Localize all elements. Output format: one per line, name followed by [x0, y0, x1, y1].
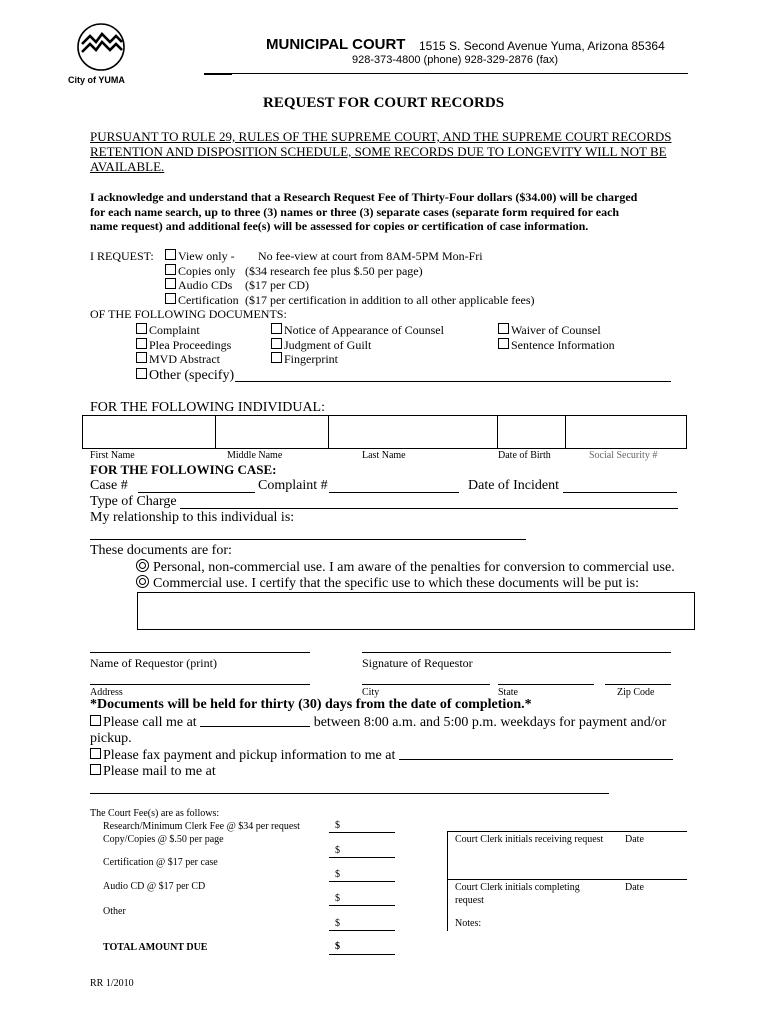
held-notice: *Documents will be held for thirty (30) days from the date of completion.* [90, 697, 532, 712]
requestor-signature-input[interactable] [362, 652, 671, 653]
dollar-sign: $ [335, 869, 340, 880]
requestor-name-input[interactable] [90, 652, 310, 653]
city-label-field: City [362, 687, 380, 698]
checkbox[interactable] [165, 278, 176, 289]
clerk-receiving-line[interactable] [447, 831, 687, 832]
relationship-input[interactable] [90, 539, 526, 540]
case-number-input[interactable] [138, 492, 255, 493]
notice-line-2: RETENTION AND DISPOSITION SCHEDULE, SOME RECORDS DUE TO LONGEVITY WILL NOT BE [90, 144, 667, 159]
requestor-name-label: Name of Requestor (print) [90, 656, 217, 670]
acknowledge-line-1: I acknowledge and understand that a Research Request Fee of Thirty-Four dollars ($34.00) will be charged [90, 190, 638, 204]
col-date-of-birth: Date of Birth [498, 450, 551, 461]
fee-other-amount[interactable] [329, 930, 395, 931]
fee-copies-amount[interactable] [329, 857, 395, 858]
col-last-name: Last Name [362, 450, 406, 461]
dollar-sign: $ [335, 845, 340, 856]
fee-certification-amount[interactable] [329, 881, 395, 882]
doc-other[interactable]: Other (specify) [136, 368, 234, 384]
dollar-sign: $ [335, 918, 340, 929]
clerk-completing-label-2: request [455, 895, 484, 906]
col-first-name: First Name [90, 450, 135, 461]
checkbox[interactable] [271, 323, 282, 334]
fees-intro: The Court Fee(s) are as follows: [90, 808, 220, 819]
form-code: RR 1/2010 [90, 978, 134, 989]
request-view-only-desc: No fee-view at court from 8AM-5PM Mon-Fri [258, 249, 483, 263]
total-amount-label: TOTAL AMOUNT DUE [103, 942, 208, 953]
doc-mvd-abstract[interactable]: MVD Abstract [136, 352, 220, 367]
header-rule [232, 73, 688, 74]
fee-research-amount[interactable] [329, 832, 395, 833]
notice-line-1: PURSUANT TO RULE 29, RULES OF THE SUPREME COURT, AND THE SUPREME COURT RECORDS [90, 129, 672, 144]
doc-waiver-of-counsel[interactable]: Waiver of Counsel [498, 323, 601, 338]
city-of-yuma-logo [74, 22, 130, 74]
total-amount-input[interactable] [329, 954, 395, 955]
request-copies-only[interactable]: Copies only [165, 264, 236, 279]
case-number-label: Case # [90, 478, 128, 493]
checkbox[interactable] [136, 323, 147, 334]
social-security-field[interactable] [566, 416, 685, 447]
doc-complaint[interactable]: Complaint [136, 323, 200, 338]
use-label: These documents are for: [90, 543, 232, 558]
court-phone-fax: 928-373-4800 (phone) 928-329-2876 (fax) [352, 54, 559, 66]
page-title: REQUEST FOR COURT RECORDS [263, 95, 505, 111]
individual-label: FOR THE FOLLOWING INDIVIDUAL: [90, 400, 325, 415]
fee-audio-amount[interactable] [329, 905, 395, 906]
date-of-birth-field[interactable] [498, 416, 565, 447]
col-social-security: Social Security # [589, 450, 658, 461]
notes-label: Notes: [455, 918, 482, 929]
checkbox[interactable] [90, 715, 101, 726]
acknowledge-line-2: for each name search, up to three (3) names or three (3) separate cases (separate form required for each [90, 205, 620, 219]
notice-line-3: AVAILABLE. [90, 159, 165, 174]
type-of-charge-label: Type of Charge [90, 494, 177, 509]
complaint-number-input[interactable] [329, 492, 459, 493]
fee-copies: Copy/Copies @ $.50 per page [103, 834, 224, 845]
date-of-incident-label: Date of Incident [468, 478, 559, 493]
commercial-use-textarea[interactable] [137, 592, 695, 630]
relationship-label: My relationship to this individual is: [90, 510, 295, 525]
first-name-field[interactable] [83, 416, 214, 447]
type-of-charge-input[interactable] [180, 508, 678, 509]
clerk-completing-date-label: Date [625, 882, 644, 893]
address-label: Address [90, 687, 123, 698]
zip-input[interactable] [605, 684, 671, 685]
radio-button[interactable] [136, 575, 149, 588]
documents-label: OF THE FOLLOWING DOCUMENTS: [90, 307, 287, 321]
checkbox[interactable] [90, 748, 101, 759]
dollar-sign: $ [335, 941, 340, 952]
call-phone-input[interactable] [200, 714, 310, 727]
commercial-use-option[interactable]: Commercial use. I certify that the specific use to which these documents will be put is: [136, 575, 639, 592]
middle-name-field[interactable] [216, 416, 328, 447]
dollar-sign: $ [335, 820, 340, 831]
court-name: MUNICIPAL COURT [266, 36, 406, 53]
col-middle-name: Middle Name [227, 450, 283, 461]
contact-call-pickup: pickup. [90, 731, 132, 746]
checkbox[interactable] [165, 293, 176, 304]
checkbox[interactable] [271, 352, 282, 363]
address-input[interactable] [90, 684, 310, 685]
checkbox[interactable] [165, 249, 176, 260]
dollar-sign: $ [335, 893, 340, 904]
request-label: I REQUEST: [90, 249, 154, 263]
radio-button[interactable] [136, 559, 149, 572]
request-copies-desc: ($34 research fee plus $.50 per page) [245, 264, 423, 278]
doc-judgment-of-guilt[interactable]: Judgment of Guilt [271, 338, 371, 353]
checkbox[interactable] [498, 323, 509, 334]
mail-address-input[interactable] [90, 793, 609, 794]
acknowledge-line-3: name request) and additional fee(s) will be assessed for copies or certification of case information. [90, 219, 589, 233]
zip-label: Zip Code [617, 687, 655, 698]
clerk-box-border [447, 831, 448, 931]
requestor-signature-label: Signature of Requestor [362, 656, 473, 670]
clerk-completing-line[interactable] [447, 879, 687, 880]
request-audio-desc: ($17 per CD) [245, 278, 309, 292]
doc-notice-of-appearance[interactable]: Notice of Appearance of Counsel [271, 323, 444, 338]
checkbox[interactable] [136, 338, 147, 349]
state-label: State [498, 687, 518, 698]
complaint-number-label: Complaint # [258, 478, 328, 493]
clerk-receiving-label: Court Clerk initials receiving request [455, 834, 604, 845]
case-label: FOR THE FOLLOWING CASE: [90, 462, 277, 477]
clerk-receiving-date-label: Date [625, 834, 644, 845]
header-rule-short [204, 73, 232, 75]
doc-fingerprint[interactable]: Fingerprint [271, 352, 338, 367]
city-label: City of YUMA [68, 75, 125, 85]
fee-audio-cd: Audio CD @ $17 per CD [103, 881, 206, 892]
clerk-completing-label: Court Clerk initials completing [455, 882, 580, 893]
request-view-only[interactable]: View only - [165, 249, 235, 264]
checkbox[interactable] [165, 264, 176, 275]
contact-mail-option[interactable]: Please mail to me at [90, 764, 216, 780]
request-certification-desc: ($17 per certification in addition to all other applicable fees) [245, 293, 535, 307]
fee-other: Other [103, 906, 126, 917]
checkbox[interactable] [136, 352, 147, 363]
fax-number-input[interactable] [399, 747, 673, 760]
contact-call-option[interactable]: Please call me at between 8:00 a.m. and 5:00 p.m. weekdays for payment and/or [90, 714, 666, 731]
checkbox[interactable] [136, 368, 147, 379]
last-name-field[interactable] [329, 416, 497, 447]
fee-research: Research/Minimum Clerk Fee @ $34 per request [103, 821, 300, 832]
contact-fax-option[interactable]: Please fax payment and pickup information to me at [90, 747, 673, 764]
state-input[interactable] [498, 684, 594, 685]
other-specify-line[interactable] [235, 381, 671, 382]
checkbox[interactable] [90, 764, 101, 775]
city-input[interactable] [362, 684, 490, 685]
court-address: 1515 S. Second Avenue Yuma, Arizona 85364 [419, 39, 665, 53]
doc-plea-proceedings[interactable]: Plea Proceedings [136, 338, 231, 353]
checkbox[interactable] [271, 338, 282, 349]
doc-sentence-information[interactable]: Sentence Information [498, 338, 615, 353]
fee-certification: Certification @ $17 per case [103, 857, 218, 868]
personal-use-option[interactable]: Personal, non-commercial use. I am aware of the penalties for conversion to commercial use. [136, 559, 675, 576]
date-of-incident-input[interactable] [563, 492, 677, 493]
checkbox[interactable] [498, 338, 509, 349]
request-audio-cds[interactable]: Audio CDs [165, 278, 232, 293]
request-certification[interactable]: Certification [165, 293, 239, 308]
